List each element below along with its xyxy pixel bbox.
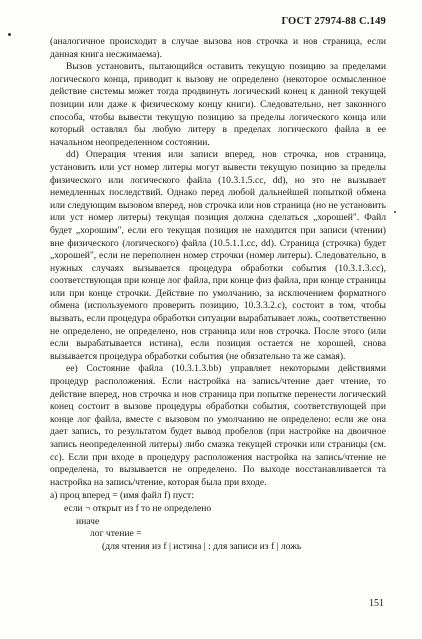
page-number: 151 [369, 598, 384, 609]
paragraph-ee: ee) Состояние файла (10.3.1.3.bb) управляет некоторыми действиями процедур расположения. Если настройка на запись/чтение дает чтение, то действие вперед, нов строчка и нов страница при попытке перенести логический конец состоит в вызове процедуры обработки события, соответствующей при конце лог файла, вместе с вызовом по умолчанию не определено: если же она дает запись, то результатом будет вывод пробелов (при настройке на двоичное запись неопределенной литеры) либо смазка текущей строчки или страницы (см. cc). Если при входе в процедуру расположения настройка на запись/чтение не определена, то вызывается не определено. По выходе восстанавливается та настройка на запись/чтение, которая была при входе. [50, 363, 386, 488]
code-line-5: (для чтения из f | истина | : для записи из f | ложь [102, 540, 302, 552]
paragraph-1: (аналогичное происходит в случае вызова нов строчка и нов страница, если данная книга несжимаема). [50, 36, 386, 60]
scan-speck [8, 33, 11, 36]
code-line-2: если ¬ открыт из f то не определено [64, 502, 212, 514]
paragraph-2: Вызов установить, пытающийся оставить текущую позицию за пределами логического конца, приводит к вызову не определено (некоторое осмысленное действие системы может тогда продвинуть логический конец к данной текущей позиции или даже к физическому концу книги). Следовательно, нет законного способа, чтобы вывести текущую позицию за пределы логического конца или который оставлял бы любую литеру в пределах логического файла в ее начальном неопределенном состоянии. [50, 61, 386, 148]
code-block [50, 490, 386, 553]
scan-speck [394, 211, 396, 213]
code-line-4: лог чтение = [90, 528, 142, 540]
paragraph-dd: dd) Операция чтения или записи вперед, нов строчка, нов страница, установить или уст номер литеры могут вывести текущую позицию за пределы физического или логического файла (10.3.1.5.cc, dd), но это не вызывает немедленных последствий. Однако перед любой дальнейшей попыткой обмена или следующим вызовом вперед, нов строчка или нов страница (но не установить или уст номер литеры) текущая позиция должна сделаться „хорошей". Файл будет „хорошим", если его текущая позиция не находится при записи (чтении) вне физического (логического) файла (10.5.1.1.cc, dd). Страница (строчка) будет „хорошей", если не переполнен номер строчки (номер литеры). Следовательно, в нужных случаях вызывается процедура обработки события (10.3.1.3.cc), соответствующая при конце лог файла, при конце физ файла, при конце страницы или при конце строчки. Действие по умолчанию, за исключением форматного обмена (используемого проверить позицию, 10.3.3.2.c), состоит в том, чтобы вызвать, если процедура обработки ситуации вырабатывает ложь, соответственно не определено, не определено, нов страница или нов строчка. После этого (или если вырабатывается истина), если позиция остается не хорошей, снова вызывается процедура обработки события (не обязательно та же самая). [50, 149, 386, 362]
document-body [50, 36, 386, 553]
code-line-3: иначе [76, 515, 100, 527]
page-header: ГОСТ 27974-88 С.149 [281, 16, 386, 27]
code-line-1: a) проц вперед = (имя файл f) пуст: [50, 490, 194, 502]
